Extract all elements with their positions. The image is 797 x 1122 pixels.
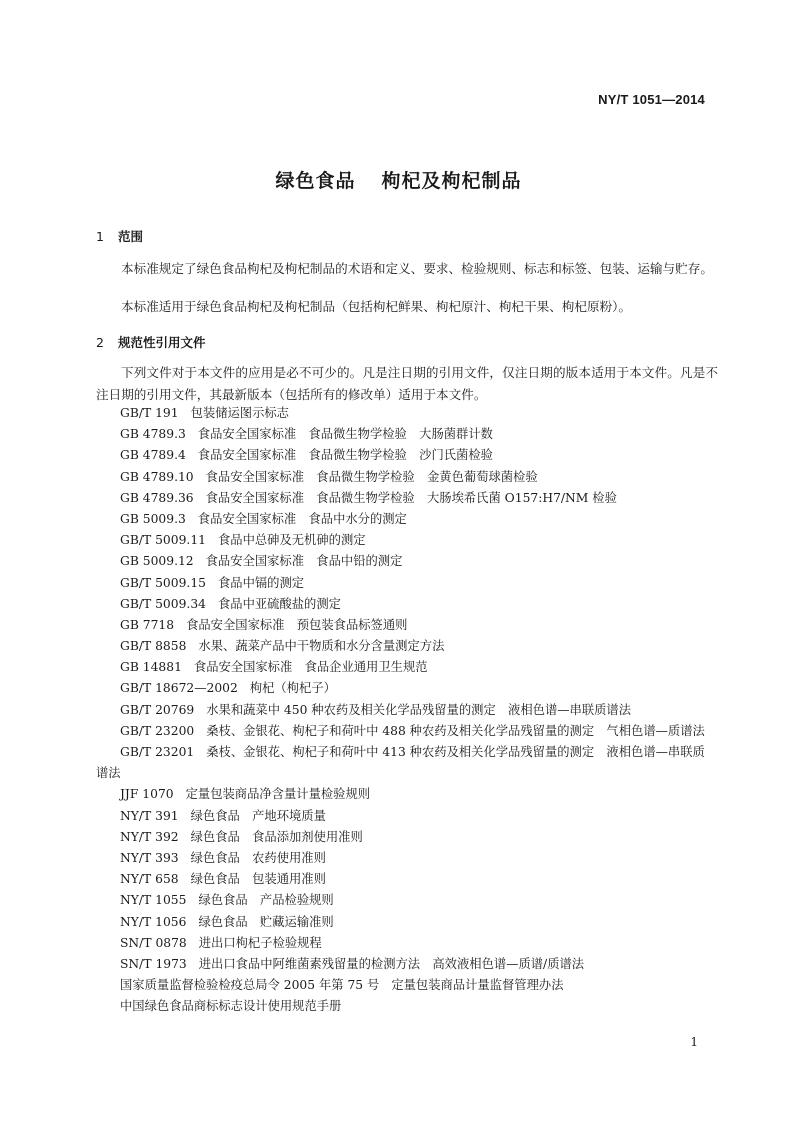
reference-title: 绿色食品 包装通用准则	[190, 872, 326, 887]
reference-code: JJF 1070	[120, 787, 174, 802]
document-title	[0, 166, 797, 193]
reference-title: 水果、蔬菜产品中干物质和水分含量测定方法	[198, 639, 445, 654]
reference-code: GB/T 5009.11	[120, 533, 206, 548]
reference-title: 食品安全国家标准 预包装食品标签通则	[186, 617, 408, 632]
reference-title: 食品安全国家标准 食品企业通用卫生规范	[193, 660, 428, 675]
reference-title: 食品安全国家标准 食品微生物学检验 沙门氏菌检验	[197, 448, 493, 463]
reference-title: 进出口食品中阿维菌素残留量的检测方法 高效液相色谱—质谱/质谱法	[198, 956, 585, 971]
reference-title: 绿色食品 产地环境质量	[190, 808, 326, 823]
reference-item	[120, 869, 720, 890]
reference-code: GB 5009.12	[120, 554, 194, 569]
reference-code: 国家质量监督检验检疫总局令 2005 年第 75 号	[120, 978, 380, 993]
reference-title: 水果和蔬菜中 450 种农药及相关化学品残留量的测定 液相色谱—串联质谱法	[206, 702, 632, 717]
reference-title: 食品安全国家标准 食品微生物学检验 大肠埃希氏菌 O157:H7/NM 检验	[205, 490, 617, 505]
reference-title: 枸杞（枸杞子）	[249, 681, 336, 696]
reference-item	[120, 933, 720, 954]
reference-title: 食品中镉的测定	[217, 575, 305, 590]
reference-code: SN/T 0878	[120, 935, 187, 950]
reference-code: NY/T 393	[120, 850, 179, 865]
reference-item	[120, 551, 720, 572]
reference-code: NY/T 392	[120, 829, 179, 844]
reference-code: GB 14881	[120, 660, 182, 675]
reference-code: GB 4789.4	[120, 448, 186, 463]
reference-item	[120, 827, 720, 848]
reference-item	[120, 445, 720, 466]
reference-title: 食品安全国家标准 食品微生物学检验 金黄色葡萄球菌检验	[205, 469, 538, 484]
reference-item	[120, 700, 720, 721]
reference-title: 食品安全国家标准 食品中铅的测定	[205, 554, 403, 569]
reference-title: 中国绿色食品商标标志设计使用规范手册	[120, 999, 342, 1014]
reference-title: 食品中总砷及无机砷的测定	[217, 533, 366, 548]
reference-title: 食品中亚硫酸盐的测定	[217, 596, 341, 611]
reference-title: 绿色食品 食品添加剂使用准则	[190, 829, 363, 844]
reference-item	[120, 615, 720, 636]
reference-code: GB/T 191	[120, 406, 179, 420]
reference-code: GB 7718	[120, 617, 175, 632]
reference-item	[120, 678, 720, 699]
scope-paragraph-1: 本标准规定了绿色食品枸杞及枸杞制品的术语和定义、要求、检验规则、标志和标签、包装、运输与贮存。	[121, 261, 713, 276]
section-1-number: 1	[96, 229, 104, 244]
reference-code: NY/T 1056	[120, 914, 187, 929]
reference-item	[120, 806, 720, 827]
reference-code: GB 5009.3	[120, 511, 186, 526]
title-part-2: 枸杞及枸杞制品	[381, 170, 522, 192]
reference-code: GB/T 20769	[120, 702, 195, 717]
reference-item	[120, 975, 720, 996]
reference-item	[96, 742, 712, 784]
reference-item	[120, 530, 720, 551]
reference-item	[120, 657, 720, 678]
reference-title: 进出口枸杞子检验规程	[198, 935, 322, 950]
section-2-heading	[96, 333, 206, 351]
reference-item	[120, 424, 720, 445]
reference-code: GB/T 5009.34	[120, 596, 206, 611]
section-1-heading	[96, 227, 143, 245]
reference-item	[120, 890, 720, 911]
reference-title: 绿色食品 贮藏运输准则	[198, 914, 334, 929]
reference-item	[120, 996, 720, 1017]
references-intro: 下列文件对于本文件的应用是必不可少的。凡是注日期的引用文件，仅注日期的版本适用于本文件。凡是不注日期的引用文件，其最新版本（包括所有的修改单）适用于本文件。	[96, 365, 718, 402]
reference-code: GB 4789.36	[120, 490, 194, 505]
reference-title: 绿色食品 农药使用准则	[190, 850, 326, 865]
reference-item	[120, 488, 720, 509]
reference-item	[120, 573, 720, 594]
reference-item	[120, 403, 720, 424]
reference-title: 食品安全国家标准 食品微生物学检验 大肠菌群计数	[197, 427, 493, 442]
reference-title: 包装储运图示标志	[190, 406, 289, 420]
reference-code: GB/T 8858	[120, 639, 187, 654]
reference-code: GB/T 23201	[120, 745, 195, 760]
reference-list	[96, 403, 720, 1017]
scope-paragraph-2: 本标准适用于绿色食品枸杞及枸杞制品（包括枸杞鲜果、枸杞原汁、枸杞干果、枸杞原粉）。	[121, 299, 632, 314]
reference-item	[120, 594, 720, 615]
reference-code: GB 4789.3	[120, 427, 186, 442]
reference-code: GB/T 18672—2002	[120, 681, 238, 696]
reference-code: NY/T 391	[120, 808, 179, 823]
page-number: 1	[690, 1035, 698, 1049]
reference-code: GB/T 23200	[120, 723, 195, 738]
reference-code: GB 4789.10	[120, 469, 194, 484]
title-part-1: 绿色食品	[275, 170, 356, 192]
reference-item	[120, 509, 720, 530]
reference-code: NY/T 658	[120, 872, 179, 887]
reference-code: SN/T 1973	[120, 956, 187, 971]
reference-item	[120, 954, 720, 975]
reference-item	[96, 721, 712, 742]
section-1-title: 范围	[118, 229, 144, 244]
reference-item	[120, 784, 720, 805]
reference-item	[120, 848, 720, 869]
reference-code: NY/T 1055	[120, 893, 187, 908]
section-2-number: 2	[96, 335, 104, 350]
reference-item	[120, 467, 720, 488]
reference-title: 桑枝、金银花、枸杞子和荷叶中 413 种农药及相关化学品残留量的测定 液相色谱—串联质谱法	[96, 745, 705, 781]
reference-title: 绿色食品 产品检验规则	[198, 893, 334, 908]
reference-title: 桑枝、金银花、枸杞子和荷叶中 488 种农药及相关化学品残留量的测定 气相色谱—质谱法	[206, 723, 705, 738]
section-2-title: 规范性引用文件	[118, 335, 206, 350]
reference-title: 食品安全国家标准 食品中水分的测定	[197, 511, 407, 526]
reference-code: GB/T 5009.15	[120, 575, 206, 590]
reference-item	[120, 912, 720, 933]
reference-item	[120, 636, 720, 657]
reference-title: 定量包装商品计量监督管理办法	[391, 978, 564, 993]
reference-title: 定量包装商品净含量计量检验规则	[185, 787, 371, 802]
standard-number: NY/T 1051—2014	[598, 92, 705, 107]
